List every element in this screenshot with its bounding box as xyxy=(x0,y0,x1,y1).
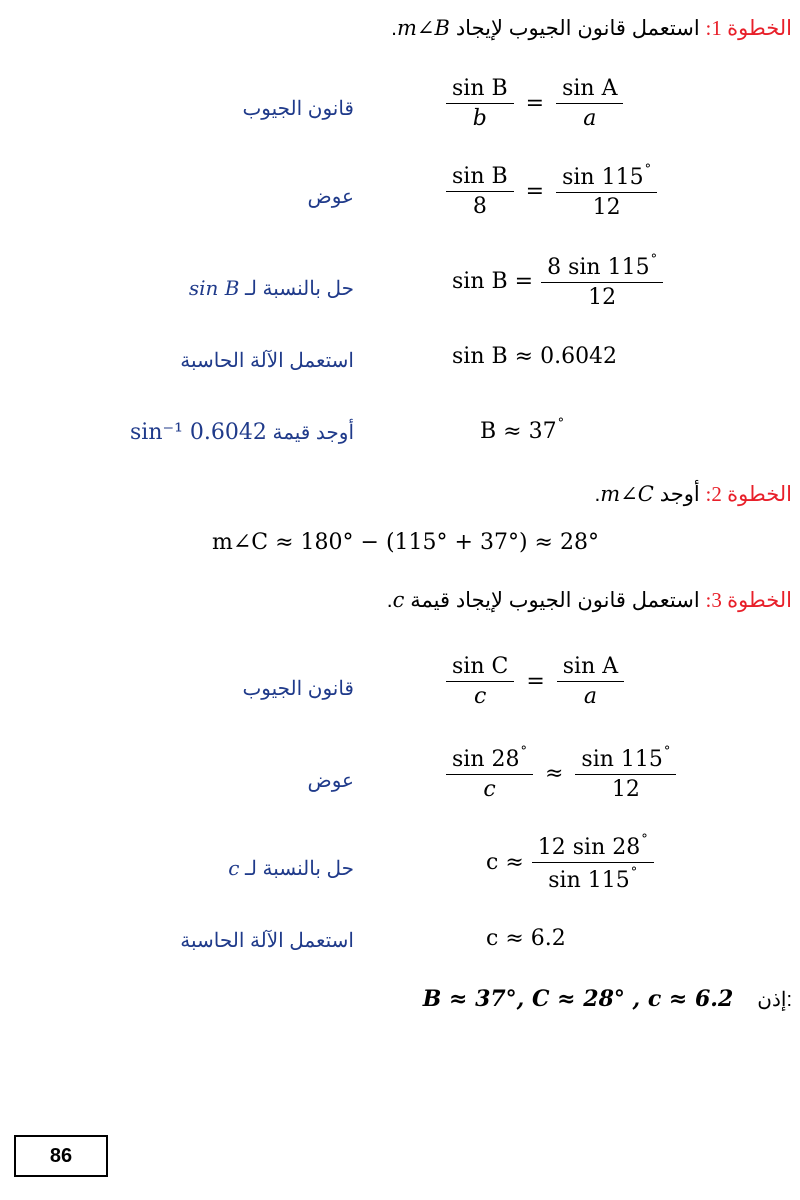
step-1-var: m∠B xyxy=(397,16,450,40)
note-solve-c: حل بالنسبة لـ c xyxy=(228,856,354,880)
note-calculator-2: استعمل الآلة الحاسبة xyxy=(180,930,354,952)
eq-c-value: c ≈ 6.2 xyxy=(486,926,566,951)
note-substitute-2: عوض xyxy=(307,770,354,792)
step-2-var: m∠C xyxy=(600,482,654,506)
conclusion xyxy=(423,986,792,1012)
note-find-inverse: أوجد قيمة sin⁻¹ 0.6042 xyxy=(130,420,354,445)
page-number: 86 xyxy=(14,1135,108,1177)
note-solve-sinB: حل بالنسبة لـ sin B xyxy=(188,276,354,300)
step-2-text: أوجد xyxy=(659,483,700,506)
eq-solve-c: c ≈ $\frac{12 \sin 28^\circ}{\sin 115^\circ}$ xyxy=(486,832,654,893)
eq-substitute-2: $\frac{\sin 28^\circ}{c}$ ≈ $\frac{\sin 115^\circ}{12}$ xyxy=(446,744,676,802)
step-1-label: الخطوة 1: xyxy=(705,16,792,40)
eq-B-value: B ≈ 37° xyxy=(480,416,565,444)
step-3-label: الخطوة 3: xyxy=(705,588,792,612)
note-law-sines-2: قانون الجيوب xyxy=(242,678,354,700)
eq-law-sines-1: $\frac{\text{sin B}}{b}$ = $\frac{\text{sin A}}{a}$ xyxy=(446,76,623,131)
eq-substitute-1: $\frac{\text{sin B}}{8}$ = $\frac{\sin 115^\circ}{12}$ xyxy=(446,162,657,220)
eq-sinB-value: sin B ≈ 0.6042 xyxy=(452,344,618,369)
eq-solve-sinB: sin B = $\frac{8 \sin 115^\circ}{12}$ xyxy=(452,252,663,310)
step-1-heading: الخطوة 1: استعمل قانون الجيوب لإيجاد m∠B. xyxy=(391,16,792,40)
note-substitute-1: عوض xyxy=(307,186,354,208)
note-calculator-1: استعمل الآلة الحاسبة xyxy=(180,350,354,372)
conclusion-values: B ≈ 37°, C ≈ 28° , c ≈ 6.2 xyxy=(422,986,734,1012)
step-2-label: الخطوة 2: xyxy=(705,482,792,506)
eq-angle-C: m∠C ≈ 180° − (115° + 37°) ≈ 28° xyxy=(212,530,599,555)
step-1-text: استعمل قانون الجيوب لإيجاد xyxy=(455,17,700,40)
step-2-heading: الخطوة 2: أوجد m∠C. xyxy=(594,482,792,506)
step-3-var: c xyxy=(392,588,405,612)
eq-law-sines-2: $\frac{\text{sin C}}{c}$ = $\frac{\text{sin A}}{a}$ xyxy=(446,654,624,709)
conclusion-label: إذن: xyxy=(757,988,792,1011)
step-3-heading: الخطوة 3: استعمل قانون الجيوب لإيجاد قيمة c. xyxy=(386,588,792,612)
note-law-sines-1: قانون الجيوب xyxy=(242,98,354,120)
step-3-text: استعمل قانون الجيوب لإيجاد قيمة xyxy=(410,589,700,612)
